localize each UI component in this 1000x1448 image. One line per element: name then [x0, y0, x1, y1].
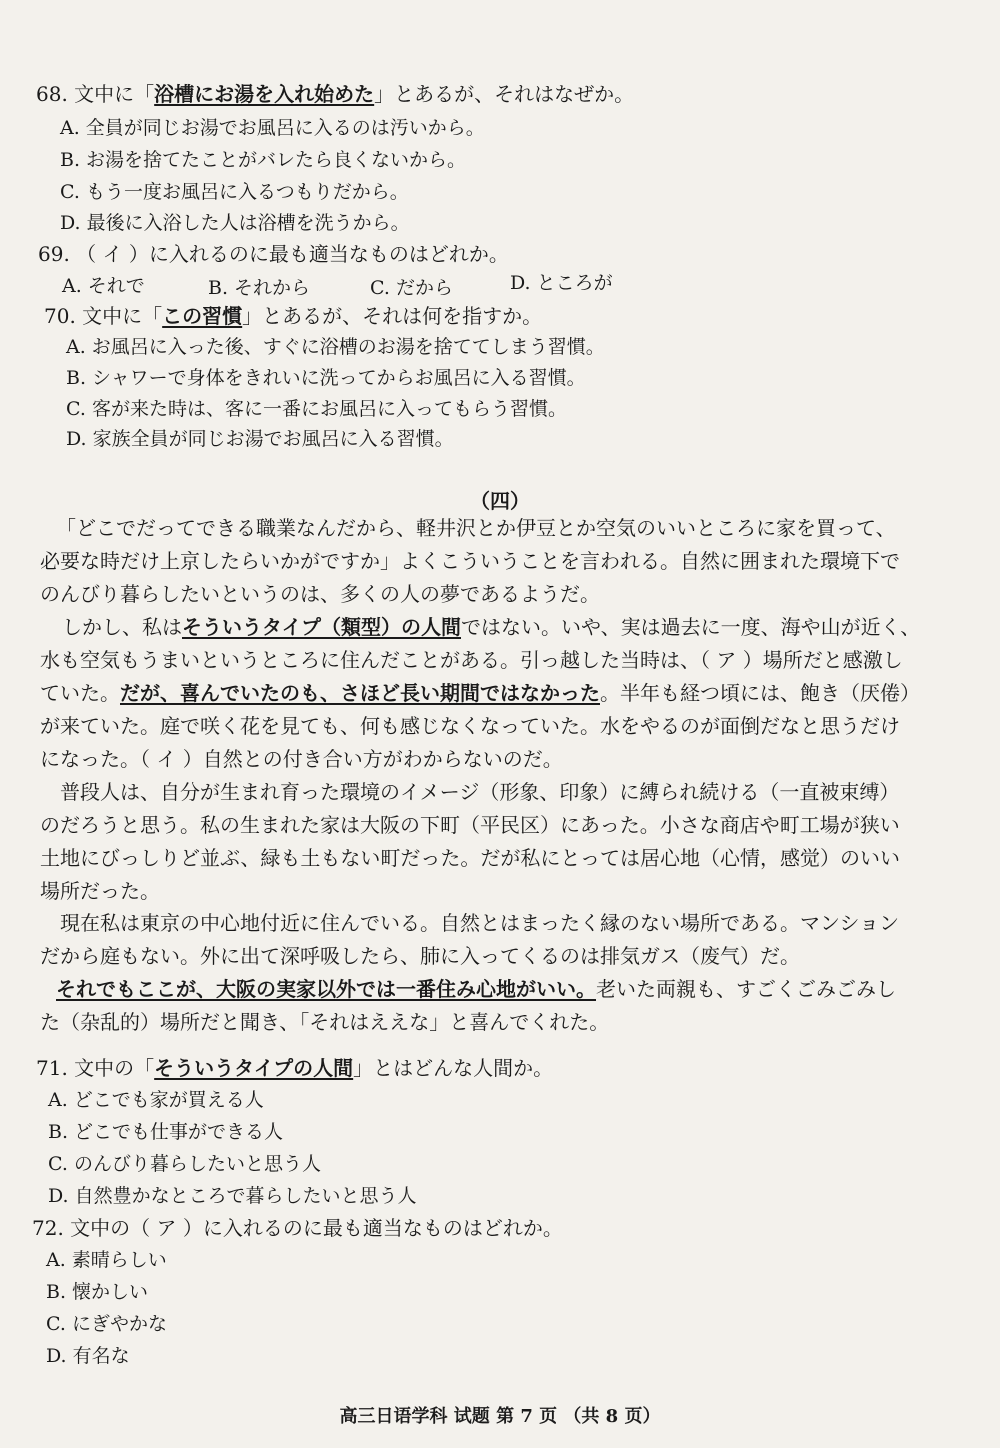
passage-line: 「どこでだってできる職業なんだから、軽井沢とか伊豆とか空気のいいところに家を買って、 — [56, 516, 896, 540]
q68-option-d: D. 最後に入浴した人は浴槽を洗うから。 — [60, 212, 410, 234]
question-69: 69. （ イ ）に入れるのに最も適当なものはどれか。 — [38, 242, 509, 266]
passage-paragraph-4 — [40, 907, 950, 1039]
passage-line: た（杂乱的）場所だと聞き、「それはええな」と喜んでくれた。 — [40, 1010, 610, 1034]
q69-option-c: C. だから — [370, 277, 453, 299]
passage-underlined-period: だが、喜んでいたのも、さほど長い期間ではなかった — [120, 681, 600, 705]
q71-option-b: B. どこでも仕事ができる人 — [48, 1121, 284, 1143]
question-70-suffix: 」とあるが、それは何を指すか。 — [242, 304, 543, 328]
q68-option-b: B. お湯を捨てたことがバレたら良くないから。 — [60, 149, 467, 171]
passage-text: しかし、私は — [62, 615, 182, 639]
q71-option-a: A. どこでも家が買える人 — [48, 1089, 264, 1111]
question-71-suffix: 」とはどんな人間か。 — [353, 1056, 554, 1080]
passage-text: 。半年も経つ頃には、飽き（厌倦） — [600, 681, 920, 705]
question-70 — [44, 302, 542, 330]
q72-option-d: D. 有名な — [46, 1345, 130, 1367]
passage-underlined-type: そういうタイプ（類型）の人間 — [182, 615, 461, 639]
question-70-prefix: 70. 文中に「 — [44, 304, 163, 328]
passage-line: のんびり暮らしたいというのは、多くの人の夢であるようだ。 — [40, 582, 600, 606]
passage-underlined-here: それでもここが、大阪の実家以外では一番住み心地がいい。 — [56, 977, 596, 1001]
passage-line: 場所だった。 — [40, 879, 160, 903]
passage-line: が来ていた。庭で咲く花を見ても、何も感じなくなっていた。水をやるのが面倒だなと思うだけ — [40, 714, 900, 738]
q68-option-a: A. 全員が同じお湯でお風呂に入るのは汚いから。 — [60, 117, 485, 139]
question-71 — [36, 1054, 553, 1082]
page-footer: 高三日语学科 试题 第 7 页 （共 8 页） — [339, 1406, 661, 1427]
question-71-underlined: そういうタイプの人間 — [154, 1056, 354, 1080]
question-68-suffix: 」とあるが、それはなぜか。 — [374, 82, 635, 106]
question-68-underlined: 浴槽にお湯を入れ始めた — [154, 82, 375, 106]
passage-line: になった。（ イ ）自然との付き合い方がわからないのだ。 — [40, 747, 563, 771]
passage-line — [40, 973, 950, 1006]
question-68 — [36, 80, 634, 108]
passage-paragraph-3 — [40, 776, 950, 908]
passage-paragraph-2 — [40, 611, 950, 776]
q72-option-a: A. 素晴らしい — [46, 1249, 167, 1271]
passage-line: 土地にびっしりど並ぶ、緑も土もない町だった。だが私にとっては居心地（心情，感觉）のいい — [40, 846, 900, 870]
q71-option-c: C. のんびり暮らしたいと思う人 — [48, 1153, 321, 1175]
q69-option-a: A. それで — [62, 275, 145, 297]
q70-option-b: B. シャワーで身体をきれいに洗ってからお風呂に入る習慣。 — [66, 367, 586, 389]
passage-text: ではない。いや、実は過去に一度、海や山が近く、 — [461, 615, 921, 639]
passage-line: 普段人は、自分が生まれ育った環境のイメージ（形象、印象）に縛られ続ける（一直被束缚） — [60, 780, 900, 804]
passage-line: 水も空気もうまいというところに住んだことがある。引っ越した当時は、（ ア ）場所だと感激し — [40, 648, 903, 672]
passage-line: だから庭もない。外に出て深呼吸したら、肺に入ってくるのは排気ガス（废气）だ。 — [40, 944, 800, 968]
passage-line: 必要な時だけ上京したらいかがですか」よくこういうことを言われる。自然に囲まれた環境下で — [40, 549, 900, 573]
q71-option-d: D. 自然豊かなところで暮らしたいと思う人 — [48, 1185, 417, 1207]
question-70-underlined: この習慣 — [162, 304, 243, 328]
passage-paragraph-1 — [40, 512, 950, 611]
passage-line: のだろうと思う。私の生まれた家は大阪の下町（平民区）にあった。小さな商店や町工場が狭い — [40, 813, 900, 837]
question-71-prefix: 71. 文中の「 — [36, 1056, 155, 1080]
q72-option-b: B. 懐かしい — [46, 1281, 149, 1303]
passage-line: 現在私は東京の中心地付近に住んでいる。自然とはまったく縁のない場所である。マンション — [60, 911, 900, 935]
q68-option-c: C. もう一度お風呂に入るつもりだから。 — [60, 181, 409, 203]
section-title: （四） — [470, 489, 530, 513]
passage-line — [40, 677, 950, 710]
q69-option-d: D. ところが — [510, 272, 613, 294]
q70-option-a: A. お風呂に入った後、すぐに浴槽のお湯を捨ててしまう習慣。 — [66, 336, 605, 358]
question-72: 72. 文中の（ ア ）に入れるのに最も適当なものはどれか。 — [32, 1216, 563, 1240]
q72-option-c: C. にぎやかな — [46, 1313, 167, 1335]
passage-line — [40, 611, 950, 644]
q69-option-b: B. それから — [208, 277, 311, 299]
q70-option-d: D. 家族全員が同じお湯でお風呂に入る習慣。 — [66, 428, 454, 450]
passage-text: ていた。 — [40, 681, 120, 705]
q70-option-c: C. 客が来た時は、客に一番にお風呂に入ってもらう習慣。 — [66, 398, 567, 420]
passage-text: 老いた両親も、すごくごみごみし — [596, 977, 896, 1001]
question-68-prefix: 68. 文中に「 — [36, 82, 155, 106]
